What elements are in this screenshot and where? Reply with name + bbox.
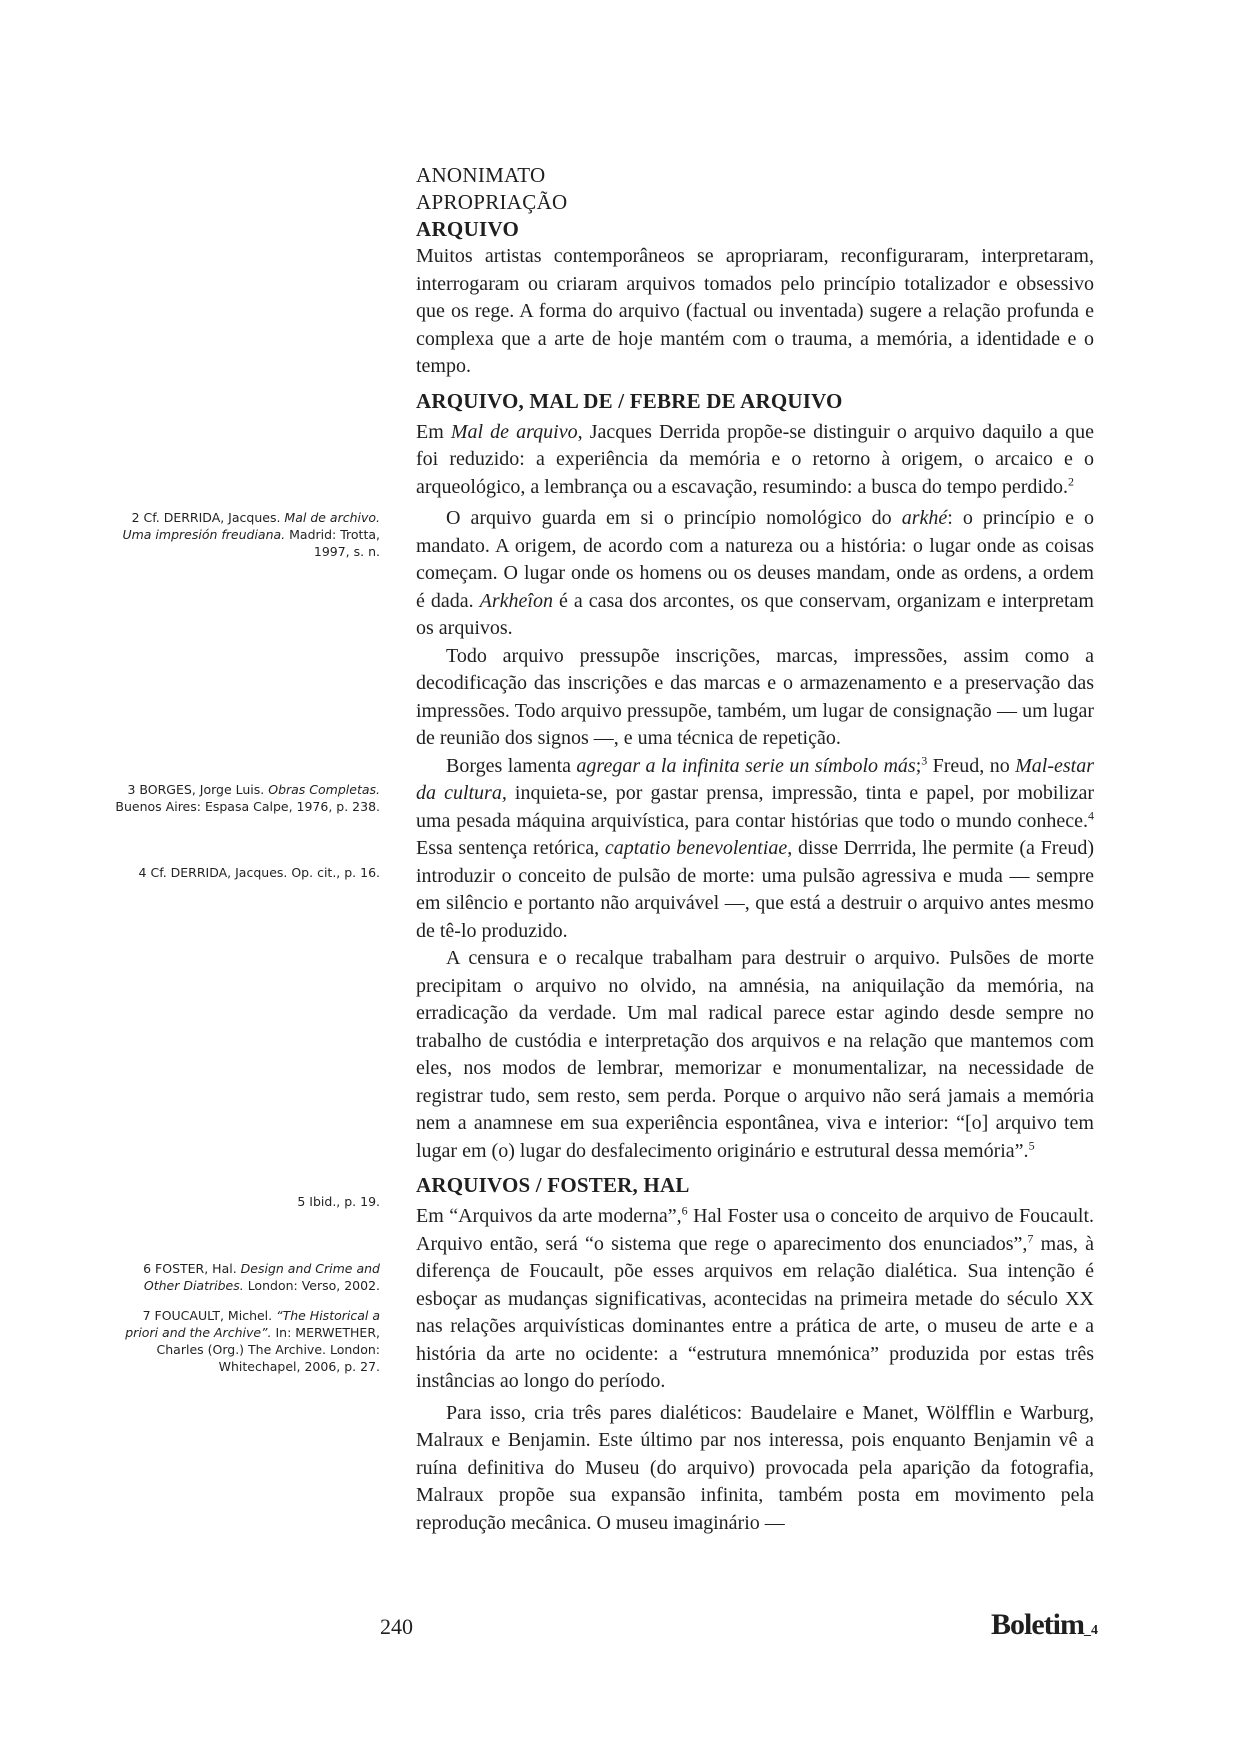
footnote-4: 4 Cf. DERRIDA, Jacques. Op. cit., p. 16. [138,865,380,880]
title-mal-de-arquivo: Mal de arquivo [450,420,578,443]
footnote-ref-4: 4 [1088,807,1094,822]
footnote-3: 3 BORGES, Jorge Luis. Obras Completas. Buenos Aires: Espasa Calpe, 1976, p. 238. [115,782,380,814]
footnote-5: 5 Ibid., p. 19. [297,1194,380,1209]
footnote-ref-7: 7 [1027,1230,1034,1245]
paragraph-mal-5: A censura e o recalque trabalham para destruir o arquivo. Pulsões de morte precipitam o arquivo no olvido, na amnésia, na aniquilação da memória, na erradicação da verdade. Um mal radical parece estar agindo desde sempre no trabalho de custódia e interpretação dos arquivos e na relação que mantemos com eles, nos modos de lembrar, memorizar e monumentalizar, na necessidade de registrar tudo, sem resto, sem perda. Porque o arquivo não será jamais a memória nem a anamnese em sua experiência espontânea, viva e interior: “[o] arquivo tem lugar em (o) lugar do desfalecimento originário e estrutural dessa memória”.$^5$ [416,947,1094,1162]
heading-arquivo: ARQUIVO [416,217,520,241]
footnote-ref-5: 5 [1028,1137,1035,1152]
page-number: 240 [380,1614,413,1639]
footnote-6: 6 FOSTER, Hal. Design and Crime and Other Diatribes. London: Verso, 2002. [143,1261,380,1293]
footnote-ref-6: 6 [681,1203,688,1218]
journal-logo: Boletim_4 [991,1608,1098,1641]
footnote-7: 7 FOUCAULT, Michel. “The Historical a priori and the Archive”. In: MERWETHER, Charles (Org.) The Archive. London: Whitechapel, 2006, p. 27. [125,1308,380,1374]
heading-arquivos-foster: ARQUIVOS / FOSTER, HAL [416,1173,690,1197]
keyword-apropriacao: APROPRIAÇÃO [416,190,568,214]
keyword-anonimato: ANONIMATO [416,163,546,187]
heading-mal-de-arquivo: ARQUIVO, MAL DE / FEBRE DE ARQUIVO [416,388,843,413]
main-text-column [416,162,1094,1537]
paragraph-mal-1: Em Mal de arquivo, Jacques Derrida propõe-se distinguir o arquivo daquilo a que foi reduzido: a experiência da memória e o retorno à origem, o arcaico e o arqueológico, a lembrança ou a escavação, resumindo: a busca do tempo perdido.$^2$ [416,420,1094,498]
footnote-ref-3: 3 [921,752,928,767]
paragraph-mal-2: O arquivo guarda em si o princípio nomológico do arkhé: o princípio e o mandato. A origem, de acordo com a natureza ou a história: o lugar onde as coisas começam. O lugar onde os homens ou os deuses mandam, onde as ordens, a ordem é dada. Arkheîon é a casa dos arcontes, os que conservam, organizam e interpretam os arquivos. [416,507,1095,639]
footnote-ref-2: 2 [1067,473,1074,488]
paragraph-mal-3: Todo arquivo pressupõe inscrições, marcas, impressões, assim como a decodificação das inscrições e das marcas e o armazenamento e a preservação das impressões. Todo arquivo pressupõe, também, um lugar de consignação — um lugar de reunião dos signos —, e uma técnica de repetição. [416,644,1094,749]
footnote-2: 2 Cf. DERRIDA, Jacques. Mal de archivo. Uma impresión freudiana. Madrid: Trotta, 1997, s. n. [122,510,380,559]
paragraph-foster-2: Para isso, cria três pares dialéticos: Baudelaire e Manet, Wölfflin e Warburg, Malraux e Benjamin. Este último par nos interessa, pois enquanto Benjamin vê a ruína definitiva do Museu (do arquivo) provocada pela aparição da fotografia, Malraux propõe sua expansão infinita, também posta em movimento pela reprodução mecânica. O museu imaginário — [416,1401,1094,1534]
paragraph-arquivo: Muitos artistas contemporâneos se apropriaram, reconfiguraram, interpretaram, interrogaram ou criaram arquivos tomados pelo princípio totalizador e obsessivo que os rege. A forma do arquivo (factual ou inventada) sugere a relação profunda e complexa que a arte de hoje mantém com o trauma, a memória, a identidade e o tempo. [416,245,1094,377]
paragraph-foster-1: Em “Arquivos da arte moderna”,$^6$ Hal Foster usa o conceito de arquivo de Foucault. Arquivo então, será “o sistema que rege o aparecimento dos enunciados”,$^7$ mas, à diferença de Foucault, põe esses arquivos em relação dialética. Sua intenção é esboçar as mudanças significativas, acontecidas na primeira metade do século XX nas relações arquivísticas dominantes entre a prática de arte, o museu de arte e a história da arte no ocidente: a “estrutura mnemónica” produzida por estas três instâncias ao longo do período. [416,1203,1095,1392]
paragraph-mal-4: Borges lamenta agregar a la infinita serie un símbolo más;$^3$ Freud, no Mal-estar da cultura, inquieta-se, por gastar prensa, impressão, tinta e papel, por mobilizar uma pesada máquina arquivística, para contar histórias que todo o mundo conhece.$^4$ Essa sentença retórica, captatio benevolentiae, disse Derrrida, lhe permite (a Freud) introduzir o conceito de pulsão de morte: uma pulsão agressiva e muda — sempre em silêncio e portanto não arquivável —, que está a destruir o arquivo antes mesmo de tê-lo produzido. [416,752,1094,942]
